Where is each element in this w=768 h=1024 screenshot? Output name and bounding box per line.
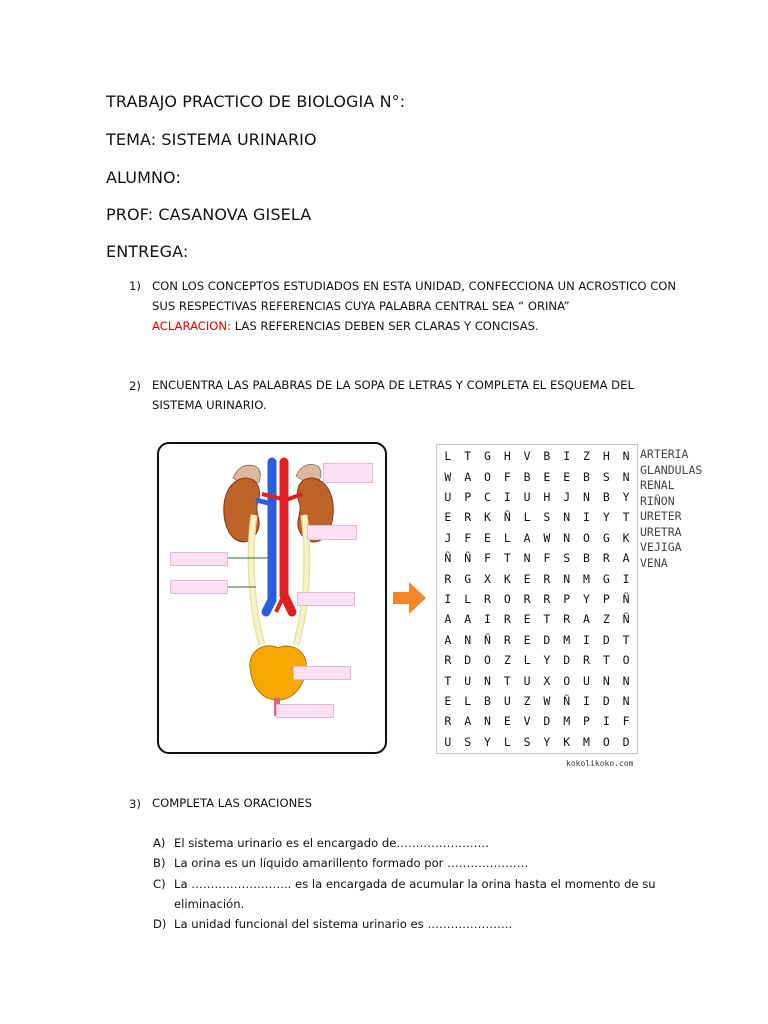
letter-cell[interactable]: V xyxy=(523,449,531,464)
letter-cell[interactable]: E xyxy=(543,469,551,484)
letter-cell[interactable]: T xyxy=(543,612,551,627)
letter-cell[interactable]: A xyxy=(464,469,472,484)
letter-cell[interactable]: O xyxy=(602,734,610,749)
letter-cell[interactable]: R xyxy=(563,612,571,627)
letter-cell[interactable]: E xyxy=(523,612,531,627)
letter-cell[interactable]: K xyxy=(622,530,630,545)
letter-cell[interactable]: W xyxy=(543,693,551,708)
label-box-adrenal[interactable] xyxy=(323,463,373,483)
letter-cell[interactable]: K xyxy=(484,510,491,525)
letter-cell[interactable]: E xyxy=(523,571,531,586)
letter-cell[interactable]: I xyxy=(503,489,511,504)
letter-cell[interactable]: L xyxy=(523,510,531,525)
sentence-d-letter: D) xyxy=(153,917,167,931)
word-list-item: RIÑON xyxy=(640,493,675,508)
word-list-item: ARTERIA xyxy=(640,447,689,461)
letter-cell[interactable]: U xyxy=(583,673,590,688)
letter-cell[interactable]: Ñ xyxy=(464,551,472,566)
letter-cell[interactable]: N xyxy=(622,469,630,484)
letter-cell[interactable]: X xyxy=(543,673,551,688)
letter-cell[interactable]: A xyxy=(464,714,472,729)
letter-cell[interactable]: Ñ xyxy=(444,551,452,566)
label-box-kidney[interactable] xyxy=(307,525,357,540)
letter-cell[interactable]: N xyxy=(583,489,590,504)
letter-cell[interactable]: E xyxy=(444,693,452,708)
letter-cell[interactable]: M xyxy=(583,571,590,586)
letter-cell[interactable]: U xyxy=(523,673,531,688)
letter-cell[interactable]: T xyxy=(622,510,630,525)
letter-cell[interactable]: Z xyxy=(602,612,610,627)
word-search-word-list xyxy=(640,447,702,571)
q2-number: 2) xyxy=(129,379,141,393)
sentence-b-letter: B) xyxy=(153,856,166,870)
letter-cell[interactable]: R xyxy=(543,571,551,586)
letter-cell[interactable]: X xyxy=(484,571,491,586)
letter-cell[interactable]: M xyxy=(583,734,590,749)
letter-cell[interactable]: Y xyxy=(543,734,551,749)
letter-cell[interactable]: S xyxy=(602,469,610,484)
letter-cell[interactable]: W xyxy=(543,530,551,545)
letter-cell[interactable]: N xyxy=(464,632,472,647)
letter-cell[interactable]: E xyxy=(484,530,491,545)
letter-cell[interactable]: Z xyxy=(583,449,590,464)
aorta xyxy=(284,462,292,612)
letter-cell[interactable]: K xyxy=(563,734,571,749)
letter-cell[interactable]: F xyxy=(503,469,511,484)
letter-cell[interactable]: Y xyxy=(602,510,610,525)
letter-cell[interactable]: D xyxy=(622,734,630,749)
letter-cell[interactable]: I xyxy=(444,591,452,606)
letter-cell[interactable]: G xyxy=(464,571,472,586)
sentence-b-text[interactable]: La orina es un líquido amarillento formado por ………………… xyxy=(174,856,529,870)
letter-cell[interactable]: M xyxy=(563,714,571,729)
letter-cell[interactable]: N xyxy=(484,673,491,688)
letter-cell[interactable]: B xyxy=(543,449,551,464)
letter-cell[interactable]: I xyxy=(622,571,630,586)
letter-cell[interactable]: P xyxy=(583,714,590,729)
letter-cell[interactable]: Ñ xyxy=(622,591,630,606)
letter-cell[interactable]: N xyxy=(622,693,630,708)
letter-cell[interactable]: S xyxy=(563,551,571,566)
letter-cell[interactable]: Ñ xyxy=(484,632,491,647)
letter-cell[interactable]: R xyxy=(602,551,610,566)
word-list-item: URETER xyxy=(640,509,682,523)
letter-cell[interactable]: H xyxy=(602,449,610,464)
letter-cell[interactable]: O xyxy=(622,653,630,668)
letter-cell[interactable]: E xyxy=(523,632,531,647)
letter-cell[interactable]: F xyxy=(484,551,491,566)
doc-tema: TEMA: SISTEMA URINARIO xyxy=(106,130,317,149)
letter-cell[interactable]: P xyxy=(464,489,472,504)
label-box-ureter[interactable] xyxy=(297,592,355,606)
letter-cell[interactable]: I xyxy=(583,510,590,525)
letter-cell[interactable]: B xyxy=(583,551,590,566)
letter-cell[interactable]: Y xyxy=(484,734,491,749)
letter-cell[interactable]: V xyxy=(523,714,531,729)
letter-cell[interactable]: B xyxy=(523,469,531,484)
letter-cell[interactable]: N xyxy=(563,571,571,586)
letter-cell[interactable]: R xyxy=(464,510,472,525)
letter-cell[interactable]: O xyxy=(484,653,491,668)
letter-cell[interactable]: L xyxy=(464,591,472,606)
letter-cell[interactable]: A xyxy=(444,632,452,647)
sentence-c-letter: C) xyxy=(153,877,166,891)
letter-cell[interactable]: A xyxy=(622,551,630,566)
sentence-a-text[interactable]: El sistema urinario es el encargado de…………………… xyxy=(174,836,490,850)
letter-cell[interactable]: C xyxy=(484,489,491,504)
letter-cell[interactable]: D xyxy=(602,693,610,708)
word-list-item: URETRA xyxy=(640,524,682,539)
letter-cell[interactable]: P xyxy=(563,591,571,606)
sentence-a-letter: A) xyxy=(153,836,166,850)
letter-cell[interactable]: Y xyxy=(543,653,551,668)
letter-cell[interactable]: P xyxy=(602,591,610,606)
letter-cell[interactable]: B xyxy=(583,469,590,484)
letter-cell[interactable]: F xyxy=(622,714,630,729)
letter-cell[interactable]: B xyxy=(602,489,610,504)
letter-cell[interactable]: R xyxy=(444,571,452,586)
letter-cell[interactable]: D xyxy=(602,632,610,647)
letter-cell[interactable]: M xyxy=(563,632,571,647)
letter-cell[interactable]: T xyxy=(444,673,452,688)
letter-cell[interactable]: U xyxy=(464,673,472,688)
letter-cell[interactable]: Ñ xyxy=(622,612,630,627)
doc-entrega: ENTREGA: xyxy=(106,242,189,261)
letter-cell[interactable]: R xyxy=(523,591,531,606)
label-box-urethra[interactable] xyxy=(276,704,334,718)
letter-cell[interactable]: R xyxy=(484,591,491,606)
letter-cell[interactable]: R xyxy=(503,632,511,647)
letter-cell[interactable]: N xyxy=(563,510,571,525)
letter-cell[interactable]: G xyxy=(484,449,491,464)
letter-cell[interactable]: Ñ xyxy=(503,510,511,525)
sentence-b xyxy=(153,853,528,873)
letter-cell[interactable]: E xyxy=(503,714,511,729)
label-box-bladder[interactable] xyxy=(293,666,351,680)
letter-cell[interactable]: R xyxy=(444,714,452,729)
right-arrow-icon xyxy=(393,582,427,614)
q1-number: 1) xyxy=(129,279,141,293)
letter-cell[interactable]: L xyxy=(444,449,452,464)
letter-cell[interactable]: T xyxy=(622,632,630,647)
letter-cell[interactable]: I xyxy=(583,632,590,647)
doc-title: TRABAJO PRACTICO DE BIOLOGIA N°: xyxy=(106,92,406,111)
sentence-c-continuation: eliminación. xyxy=(174,897,245,911)
letter-cell[interactable]: B xyxy=(484,693,491,708)
letter-cell[interactable]: U xyxy=(503,693,511,708)
letter-cell[interactable]: K xyxy=(503,571,511,586)
word-search-credit: kokolikoko.com xyxy=(566,759,634,768)
letter-cell[interactable]: S xyxy=(464,734,472,749)
word-list-item: VENA xyxy=(640,555,668,570)
vena-cava xyxy=(266,462,272,612)
letter-cell[interactable]: J xyxy=(444,530,452,545)
letter-cell[interactable]: Ñ xyxy=(563,693,571,708)
letter-cell[interactable]: H xyxy=(543,489,551,504)
letter-cell[interactable]: A xyxy=(523,530,531,545)
letter-cell[interactable]: A xyxy=(583,612,590,627)
letter-cell[interactable]: N xyxy=(622,449,630,464)
letter-cell[interactable]: T xyxy=(464,449,472,464)
letter-cell[interactable]: Y xyxy=(583,591,590,606)
aclaracion-text: LAS REFERENCIAS DEBEN SER CLARAS Y CONCISAS. xyxy=(231,319,539,333)
letter-cell[interactable]: T xyxy=(503,673,511,688)
letter-cell[interactable]: G xyxy=(602,530,610,545)
q3-title: COMPLETA LAS ORACIONES xyxy=(152,796,312,810)
letter-cell[interactable]: L xyxy=(503,734,511,749)
q2-line2: SISTEMA URINARIO. xyxy=(152,398,267,412)
letter-cell[interactable]: G xyxy=(602,571,610,586)
letter-cell[interactable]: A xyxy=(444,612,452,627)
letter-cell[interactable]: L xyxy=(503,530,511,545)
word-search-grid xyxy=(438,446,636,752)
q1-line2: SUS RESPECTIVAS REFERENCIAS CUYA PALABRA CENTRAL SEA “ ORINA” xyxy=(152,299,570,313)
letter-cell[interactable]: D xyxy=(543,632,551,647)
label-box-left-1[interactable] xyxy=(170,552,228,566)
letter-cell[interactable]: R xyxy=(583,653,590,668)
sentence-c xyxy=(153,874,656,914)
letter-cell[interactable]: R xyxy=(503,612,511,627)
letter-cell[interactable]: D xyxy=(543,714,551,729)
letter-cell[interactable]: I xyxy=(563,449,571,464)
letter-cell[interactable]: Z xyxy=(503,653,511,668)
q3-number: 3) xyxy=(129,797,141,811)
letter-cell[interactable]: Y xyxy=(622,489,630,504)
letter-cell[interactable]: Z xyxy=(523,693,531,708)
letter-cell[interactable]: N xyxy=(602,673,610,688)
word-list-item: GLANDULAS xyxy=(640,462,703,477)
letter-cell[interactable]: L xyxy=(464,693,472,708)
letter-cell[interactable]: U xyxy=(444,489,452,504)
letter-cell[interactable]: E xyxy=(444,510,452,525)
letter-cell[interactable]: T xyxy=(503,551,511,566)
aorta-branch xyxy=(276,595,284,612)
q1-line1: CON LOS CONCEPTOS ESTUDIADOS EN ESTA UNIDAD, CONFECCIONA UN ACROSTICO CON xyxy=(152,279,677,293)
letter-cell[interactable]: D xyxy=(563,653,571,668)
letter-cell[interactable]: J xyxy=(563,489,571,504)
doc-alumno: ALUMNO: xyxy=(106,168,181,187)
letter-cell[interactable]: O xyxy=(563,673,571,688)
sentence-d-text[interactable]: La unidad funcional del sistema urinario es …………………. xyxy=(174,917,513,931)
letter-cell[interactable]: U xyxy=(444,734,452,749)
letter-cell[interactable]: I xyxy=(602,714,610,729)
letter-cell[interactable]: F xyxy=(543,551,551,566)
letter-cell[interactable]: I xyxy=(583,693,590,708)
doc-prof: PROF: CASANOVA GISELA xyxy=(106,205,312,224)
letter-cell[interactable]: E xyxy=(563,469,571,484)
letter-cell[interactable]: N xyxy=(523,551,531,566)
letter-cell[interactable]: F xyxy=(464,530,472,545)
aclaracion-label: ACLARACION: xyxy=(152,319,232,333)
letter-cell[interactable]: N xyxy=(484,714,491,729)
letter-cell[interactable]: O xyxy=(503,591,511,606)
letter-cell[interactable]: S xyxy=(543,510,551,525)
letter-cell[interactable]: N xyxy=(563,530,571,545)
letter-cell[interactable]: R xyxy=(444,653,452,668)
letter-cell[interactable]: N xyxy=(622,673,630,688)
letter-cell[interactable]: O xyxy=(484,469,491,484)
sentence-c-text[interactable]: La …………………….. es la encargada de acumular la orina hasta el momento de su xyxy=(174,877,656,891)
letter-cell[interactable]: T xyxy=(602,653,610,668)
letter-cell[interactable]: W xyxy=(444,469,452,484)
letter-cell[interactable]: D xyxy=(464,653,472,668)
q2-line1: ENCUENTRA LAS PALABRAS DE LA SOPA DE LETRAS Y COMPLETA EL ESQUEMA DEL xyxy=(152,378,634,392)
letter-cell[interactable]: L xyxy=(523,653,531,668)
letter-cell[interactable]: A xyxy=(464,612,472,627)
letter-cell[interactable]: R xyxy=(543,591,551,606)
letter-cell[interactable]: H xyxy=(503,449,511,464)
letter-cell[interactable]: O xyxy=(583,530,590,545)
letter-cell[interactable]: U xyxy=(523,489,531,504)
sentence-a xyxy=(153,833,489,853)
word-list-item: VEJIGA xyxy=(640,540,682,554)
word-list-item: RENAL xyxy=(640,478,675,492)
letter-cell[interactable]: I xyxy=(484,612,491,627)
letter-cell[interactable]: S xyxy=(523,734,531,749)
label-box-left-2[interactable] xyxy=(170,580,228,594)
sentence-d xyxy=(153,914,512,934)
